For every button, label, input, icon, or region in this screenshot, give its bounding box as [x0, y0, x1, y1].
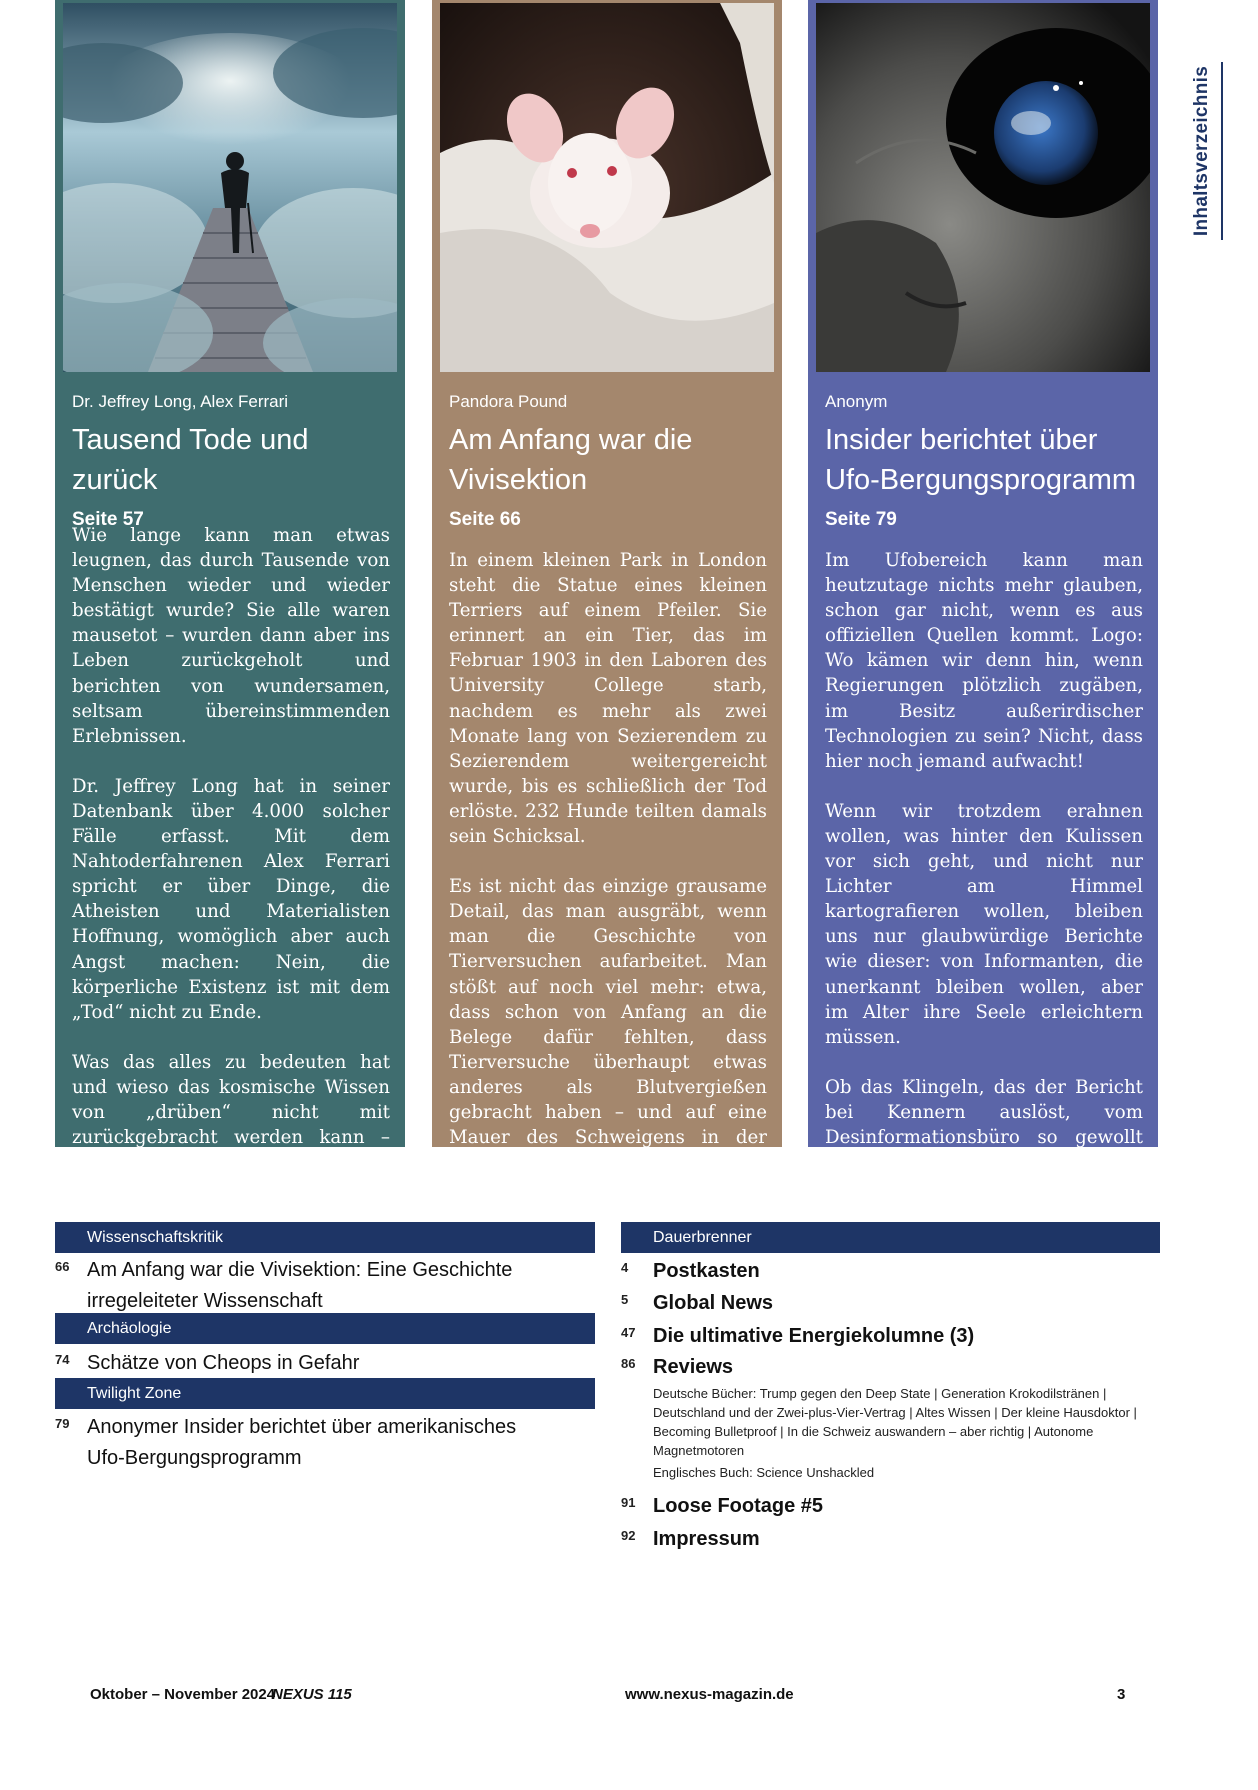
- toc-entry-title: Loose Footage #5: [653, 1495, 824, 1517]
- footer-url[interactable]: www.nexus-magazin.de: [625, 1686, 794, 1703]
- card-title-text: Insider berichtet über Ufo-Bergungsprogramm: [825, 424, 1137, 496]
- toc-page-number: 4: [621, 1260, 629, 1275]
- card-body: [825, 548, 1143, 1200]
- card-author: Anonym: [825, 392, 888, 411]
- card-page-ref: Seite 57: [72, 509, 144, 530]
- article-card-1[interactable]: [55, 0, 405, 1199]
- card-title[interactable]: [825, 420, 1150, 540]
- toc-entry[interactable]: [55, 1348, 595, 1379]
- card-paragraph: Dr. Jeffrey Long hat in seiner Datenbank über 4.000 solcher Fälle erfasst. Mit dem Nahtoderfahrenen Alex Ferrari spricht er über Dinge, die Atheisten und Materialisten Hoffnung, womöglich aber auch Angst machen: Nein, die körperliche Existenz ist mit dem „Tod“ nicht zu Ende.: [72, 775, 390, 1023]
- toc-entry[interactable]: [621, 1288, 1160, 1319]
- toc-section-label: Dauerbrenner: [653, 1229, 752, 1246]
- toc-page-number: 66: [55, 1259, 70, 1274]
- card-page-ref: Seite 79: [825, 509, 897, 530]
- toc-entry[interactable]: [621, 1491, 1160, 1522]
- card-author: Dr. Jeffrey Long, Alex Ferrari: [72, 392, 289, 411]
- toc-page-number: 79: [55, 1416, 70, 1431]
- card-body: [72, 523, 390, 1225]
- toc-entry-title: Reviews: [653, 1356, 734, 1378]
- toc-page-number: 86: [621, 1356, 636, 1371]
- toc-entry-title: Die ultimative Energiekolumne (3): [653, 1325, 975, 1347]
- card-paragraph: Was das alles zu bedeuten hat und wieso das kosmische Wissen von „drüben“ nicht mit zurückgebracht werden kann – das ist eine Nuss, die noch zu knacken ist.: [72, 1051, 390, 1199]
- card-title[interactable]: [449, 420, 774, 540]
- toc-section-archaeologie: [55, 1313, 595, 1344]
- article-card-3[interactable]: [808, 0, 1158, 1174]
- toc-entry[interactable]: [621, 1256, 1160, 1287]
- toc-entry[interactable]: [621, 1352, 1160, 1383]
- toc-section-label: Wissenschaftskritik: [87, 1229, 224, 1246]
- card-body: [449, 548, 767, 1200]
- toc-entry[interactable]: [55, 1412, 595, 1474]
- card-image-rat: [440, 3, 774, 372]
- toc-entry-line: Ufo-Bergungsprogramm: [87, 1447, 302, 1469]
- toc-entry-line: Am Anfang war die Vivisektion: Eine Geschichte: [87, 1259, 513, 1281]
- toc-page-number: 47: [621, 1325, 636, 1340]
- card-author: Pandora Pound: [449, 392, 568, 411]
- toc-entry[interactable]: [55, 1255, 595, 1317]
- reviews-german-books: Deutsche Bücher: Trump gegen den Deep State | Generation Krokodilstränen | Deutschland und der Zwei-plus-Vier-Vertrag | Altes Wissen | Der kleine Hausdoktor | Becoming Bulletproof | In die Schweiz auswandern – aber richtig | Autonome Magnetmotoren: [653, 1386, 1137, 1458]
- card-paragraph: Wie lange kann man etwas leugnen, das durch Tausende von Menschen wieder und wieder bestätigt wurde? Sie alle waren mausetot – wurden dann aber ins Leben zurückgeholt und berichten von wundersamen, seltsam übereinstimmenden Erlebnissen.: [72, 525, 390, 747]
- footer-date: Oktober – November 2024: [90, 1686, 276, 1703]
- card-title[interactable]: [72, 420, 397, 540]
- card-paragraph: Ob das Klingeln, das der Bericht bei Kennern auslöst, vom Desinformationsbüro so gewollt ist?: [825, 1076, 1143, 1174]
- card-page-ref: Seite 66: [449, 509, 521, 530]
- toc-entry-title: Global News: [653, 1292, 774, 1314]
- article-card-2[interactable]: [432, 0, 782, 1174]
- toc-entry-title: Impressum: [653, 1528, 760, 1550]
- toc-page-number: 92: [621, 1528, 636, 1543]
- card-title-text: Tausend Tode und zurück: [72, 424, 309, 496]
- side-label: [1183, 62, 1223, 240]
- side-label-text: Inhaltsverzeichnis: [1191, 65, 1212, 237]
- card-paragraph: Es ist nicht das einzige grausame Detail, das man ausgräbt, wenn man die Geschichte von Tierversuchen aufarbeitet. Man stößt auf noch viel mehr: etwa, dass schon von Anfang an die Belege dafür fehlten, dass Tierversuche überhaupt etwas anderes als Blutvergießen gebracht haben – und auf eine Mauer des Schweigens in der Medizin.: [449, 876, 767, 1174]
- toc-section-dauerbrenner: [621, 1222, 1160, 1253]
- toc-page-number: 91: [621, 1495, 636, 1510]
- card-paragraph: Im Ufobereich kann man heutzutage nichts mehr glauben, schon gar nicht, wenn es aus offiziellen Quellen kommt. Logo: Wo kämen wir denn hin, wenn Regierungen plötzlich zugäben, im Besitz außerirdischer Technologien zu sein? Nicht, dass hier noch jemand aufwacht!: [825, 550, 1143, 772]
- card-image-alien: [816, 3, 1150, 372]
- card-title-text: Am Anfang war die Vivisektion: [449, 424, 693, 496]
- toc-entry-title: [87, 1255, 512, 1317]
- toc-page-number: 74: [55, 1352, 70, 1367]
- toc-entry-title: Postkasten: [653, 1260, 760, 1282]
- toc-section-twilight-zone: [55, 1378, 595, 1409]
- toc-section-label: Archäologie: [87, 1320, 172, 1337]
- toc-entry-line: Anonymer Insider berichtet über amerikanisches: [87, 1416, 517, 1438]
- footer-page-number: 3: [1117, 1686, 1126, 1703]
- reviews-english-book: Englisches Buch: Science Unshackled: [653, 1465, 875, 1480]
- toc-section-wissenschaftskritik: [55, 1222, 595, 1253]
- toc-entry[interactable]: [621, 1321, 1160, 1352]
- card-paragraph: In einem kleinen Park in London steht die Statue eines kleinen Terriers auf einem Pfeiler. Sie erinnert an ein Tier, das im Februar 1903 in den Laboren des University College starb, nachdem es mehr als zwei Monate lang von Sezierendem zu Sezierendem weitergereicht wurde, bis es schließlich der Tod erlöste. 232 Hunde teilten damals sein Schicksal.: [449, 550, 767, 848]
- toc-entry[interactable]: [621, 1524, 1160, 1555]
- card-image-stairway: [63, 3, 397, 372]
- footer-issue: NEXUS 115: [272, 1686, 352, 1703]
- toc-entry-title: [87, 1412, 516, 1474]
- toc-page-number: 5: [621, 1292, 629, 1307]
- toc-section-label: Twilight Zone: [87, 1385, 182, 1402]
- toc-entry-title: Schätze von Cheops in Gefahr: [87, 1352, 360, 1374]
- card-paragraph: Wenn wir trotzdem erahnen wollen, was hinter den Kulissen vor sich geht, und nicht nur Lichter am Himmel kartografieren wollen, bleiben uns nur glaubwürdige Berichte wie dieser: von Informanten, die unerkannt bleiben wollen, aber im Alter ihre Seele erleichtern müssen.: [825, 800, 1143, 1048]
- toc-entry-line: irregeleiteter Wissenschaft: [87, 1290, 323, 1312]
